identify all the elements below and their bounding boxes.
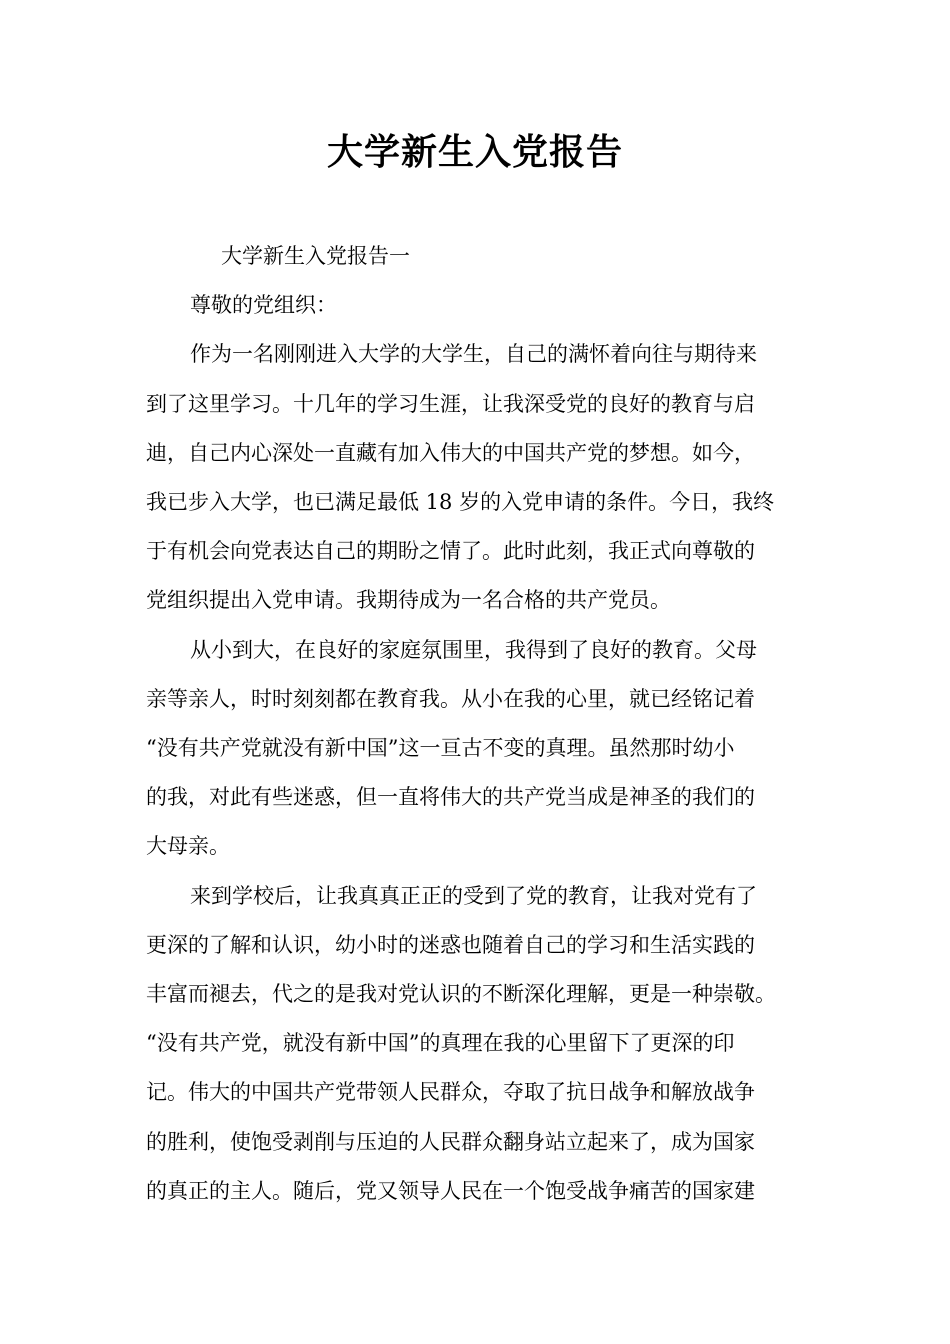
paragraph-line: 我已步入大学，也已满足最低 18 岁的入党申请的条件。今日，我终 <box>146 490 775 515</box>
document-subtitle: 大学新生入党报告一 <box>221 244 410 268</box>
paragraph-line: 大母亲。 <box>146 834 230 859</box>
paragraph-1 <box>146 330 806 625</box>
paragraph-line: 丰富而褪去，代之的是我对党认识的不断深化理解，更是一种崇敬。 <box>146 982 776 1007</box>
paragraph-3 <box>146 872 806 1216</box>
paragraph-line: “没有共产党，就没有新中国”的真理在我的心里留下了更深的印 <box>146 1031 735 1056</box>
paragraph-line: 迪，自己内心深处一直藏有加入伟大的中国共产党的梦想。如今， <box>146 440 755 465</box>
paragraph-line: 的胜利，使饱受剥削与压迫的人民群众翻身站立起来了，成为国家 <box>146 1129 755 1154</box>
paragraph-line: 记。伟大的中国共产党带领人民群众，夺取了抗日战争和解放战争 <box>146 1080 755 1105</box>
paragraph-line: 来到学校后，让我真真正正的受到了党的教育，让我对党有了 <box>190 883 757 908</box>
paragraph-line: 于有机会向党表达自己的期盼之情了。此时此刻，我正式向尊敬的 <box>146 539 755 564</box>
paragraph-line: 从小到大，在良好的家庭氛围里，我得到了良好的教育。父母 <box>190 637 757 662</box>
document-body <box>146 232 806 1216</box>
paragraph-line: 的真正的主人。随后，党又领导人民在一个饱受战争痛苦的国家建 <box>146 1178 755 1203</box>
paragraph-line: 作为一名刚刚进入大学的大学生，自己的满怀着向往与期待来 <box>190 342 757 367</box>
paragraph-line: 到了这里学习。十几年的学习生涯，让我深受党的良好的教育与启 <box>146 391 755 416</box>
salutation: 尊敬的党组织： <box>190 293 337 318</box>
paragraph-line: 党组织提出入党申请。我期待成为一名合格的共产党员。 <box>146 588 671 613</box>
page-title: 大学新生入党报告 <box>326 131 623 173</box>
paragraph-2 <box>146 626 806 872</box>
paragraph-line: “没有共产党就没有新中国”这一亘古不变的真理。虽然那时幼小 <box>146 736 735 761</box>
paragraph-line: 的我，对此有些迷惑，但一直将伟大的共产党当成是神圣的我们的 <box>146 785 755 810</box>
paragraph-line: 更深的了解和认识，幼小时的迷惑也随着自己的学习和生活实践的 <box>146 932 755 957</box>
paragraph-line: 亲等亲人，时时刻刻都在教育我。从小在我的心里，就已经铭记着 <box>146 686 755 711</box>
